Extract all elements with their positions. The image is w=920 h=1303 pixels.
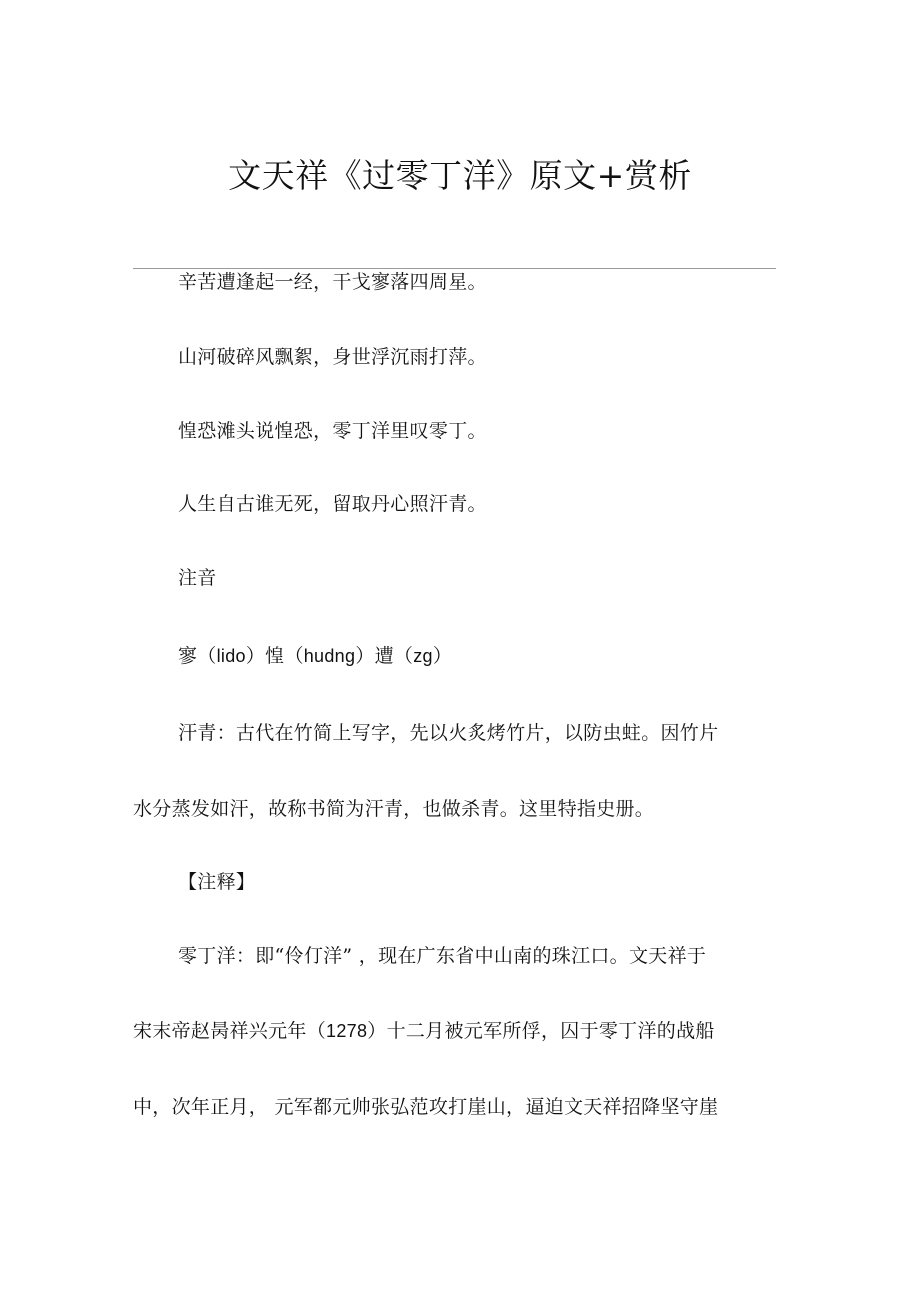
poem-line-2: 山河破碎风飘絮，身世浮沉雨打萍。: [178, 346, 487, 368]
pron-reading-2: hudng: [303, 646, 356, 666]
document-title: 文天祥《过零丁洋》原文+赏析: [228, 156, 692, 195]
pron-char-1: 寥（: [178, 645, 217, 667]
poem-line-3: 惶恐滩头说惶恐，零丁洋里叹零丁。: [178, 420, 487, 442]
lingding-note-line-1: 零丁洋：即“伶仃洋” ，现在广东省中山南的珠江口。文天祥于: [178, 945, 707, 967]
hanqing-note-line-2: 水分蒸发如汗，故称书简为汗青，也做杀青。这里特指史册。: [133, 798, 655, 820]
lingding-note-line-2-end: ）十二月被元军所俘，囚于零丁洋的战船: [367, 1020, 715, 1042]
lingding-note-line-3: 中，次年正月， 元军都元帅张弘范攻打崖山，逼迫文天祥招降坚守崖: [133, 1096, 719, 1118]
pronunciation-heading: 注音: [178, 567, 217, 589]
pron-char-2: ）惶（: [245, 645, 304, 667]
poem-line-1: 辛苦遭逢起一经，干戈寥落四周星。: [178, 271, 487, 293]
hanqing-note-line-1: 汗青：古代在竹简上写字，先以火炙烤竹片，以防虫蛀。因竹片: [178, 722, 719, 744]
pronunciation-line: [178, 642, 452, 670]
lingding-note-year: 1278: [326, 1021, 368, 1041]
poem-line-4: 人生自古谁无死，留取丹心照汗青。: [178, 493, 487, 515]
lingding-note-line-2: [133, 1017, 715, 1045]
pron-char-4: ）: [432, 645, 453, 667]
annotation-heading: 【注释】: [178, 871, 256, 893]
lingding-note-line-2-start: 宋末帝赵昺祥兴元年（: [133, 1020, 327, 1042]
pron-char-3: ）遭（: [355, 645, 414, 667]
pron-reading-1: lido: [216, 646, 246, 666]
pron-reading-3: zg: [413, 646, 433, 666]
